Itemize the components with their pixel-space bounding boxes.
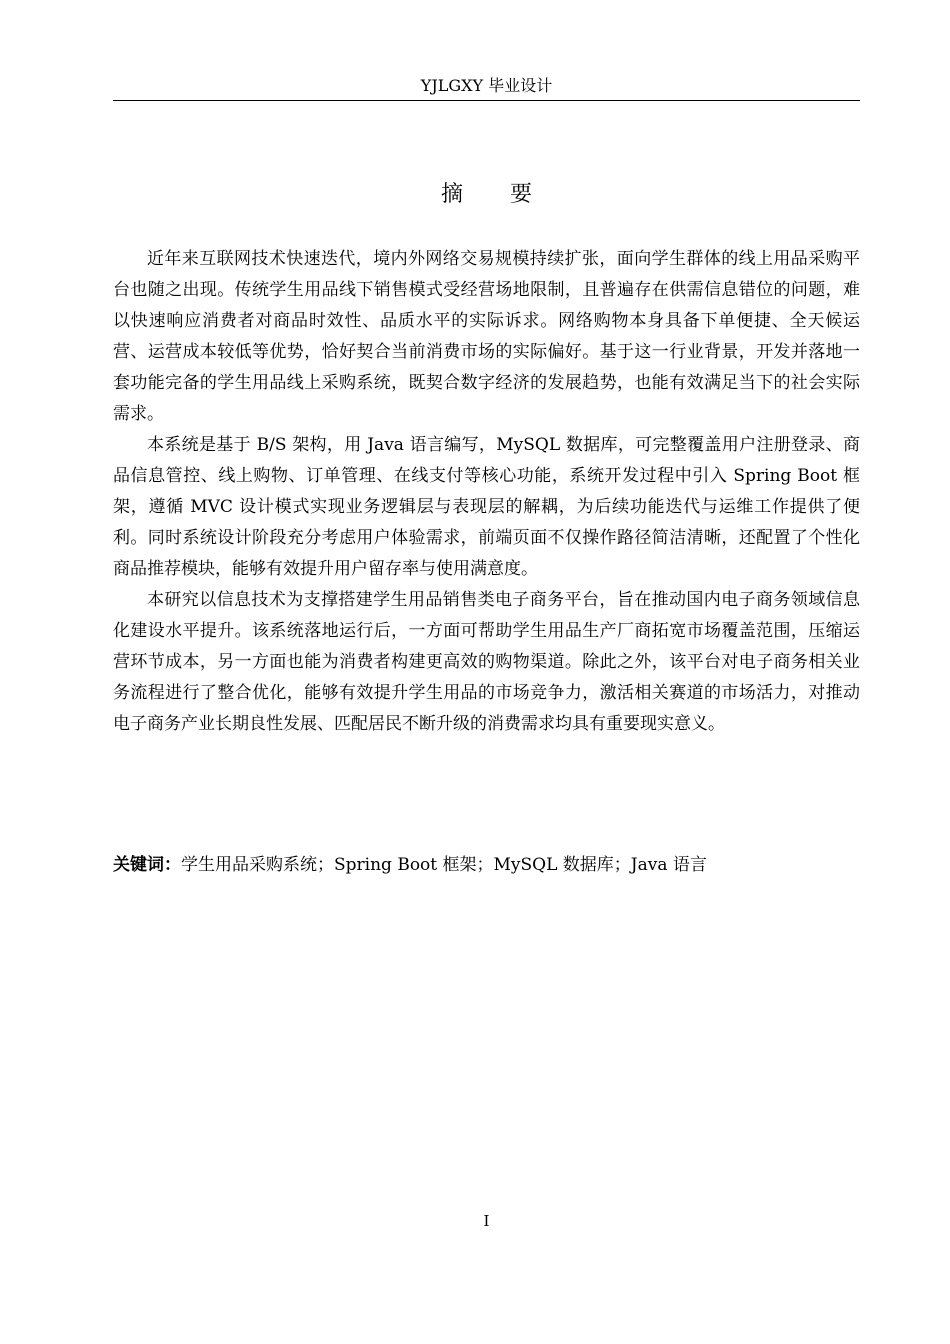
abstract-paragraph-2: 本系统是基于 B/S 架构，用 Java 语言编写，MySQL 数据库，可完整覆盖用户注册登录、商品信息管控、线上购物、订单管理、在线支付等核心功能，系统开发过程中引入 Spring Boot 框架，遵循 MVC 设计模式实现业务逻辑层与表现层的解耦，为后续功能迭代与运维工作提供了便利。同时系统设计阶段充分考虑用户体验需求，前端页面不仅操作路径简洁清晰，还配置了个性化商品推荐模块，能够有效提升用户留存率与使用满意度。 [113,435,860,579]
page-header [113,74,860,101]
abstract-paragraph-3: 本研究以信息技术为支撑搭建学生用品销售类电子商务平台，旨在推动国内电子商务领域信息化建设水平提升。该系统落地运行后，一方面可帮助学生用品生产厂商拓宽市场覆盖范围，压缩运营环节成本，另一方面也能为消费者构建更高效的购物渠道。除此之外，该平台对电子商务相关业务流程进行了整合优化，能够有效提升学生用品的市场竞争力，激活相关赛道的市场活力，对推动电子商务产业长期良性发展、匹配居民不断升级的消费需求均具有重要现实意义。 [113,590,860,734]
keywords-text: 学生用品采购系统；Spring Boot 框架；MySQL 数据库；Java 语言 [181,855,707,875]
page-number: I [483,1212,490,1230]
keywords-label: 关键词： [113,855,181,875]
abstract-paragraph-1: 近年来互联网技术快速迭代，境内外网络交易规模持续扩张，面向学生群体的线上用品采购平台也随之出现。传统学生用品线下销售模式受经营场地限制，且普遍存在供需信息错位的问题，难以快速响应消费者对商品时效性、品质水平的实际诉求。网络购物本身具备下单便捷、全天候运营、运营成本较低等优势，恰好契合当前消费市场的实际偏好。基于这一行业背景，开发并落地一套功能完备的学生用品线上采购系统，既契合数字经济的发展趋势，也能有效满足当下的社会实际需求。 [113,249,860,424]
abstract-body [113,244,860,740]
abstract-title: 摘 要 [441,182,552,207]
header-text: YJLGXY 毕业设计 [420,76,553,95]
keywords-line [113,850,860,881]
